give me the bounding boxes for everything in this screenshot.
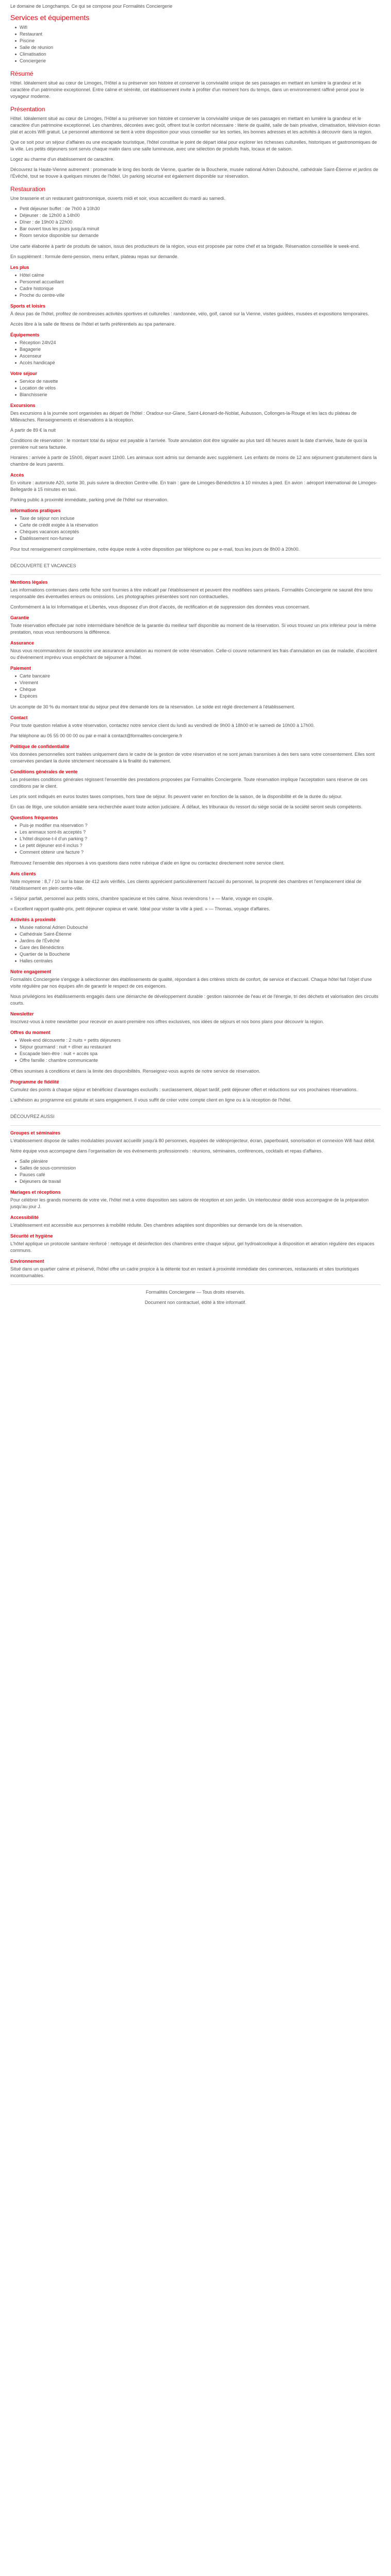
paragraph: Cumulez des points à chaque séjour et bénéficiez d'avantages exclusifs : surclassement, départ tardif, petit déjeuner offert et réductions sur vos prochaines réservations. <box>10 1087 358 1092</box>
paragraph: Logez au charme d'un établissement de caractère. <box>10 157 115 162</box>
offres-list <box>10 1037 381 1064</box>
paragraph: Une carte élaborée à partir de produits de saison, issus des producteurs de la région, vous est proposée par notre chef et sa brigade. Réservation conseillée le week-end. <box>10 244 360 249</box>
politique-heading: Politique de confidentialité <box>10 744 70 749</box>
list-item: Établissement non-fumeur <box>20 535 381 542</box>
divider <box>10 1284 381 1285</box>
paragraph: Inscrivez-vous à notre newsletter pour recevoir en avant-première nos offres exclusives, nos idées de séjours et nos bons plans pour découvrir la région. <box>10 1019 324 1024</box>
paragraph: Pour toute question relative à votre réservation, contactez notre service client du lundi au vendredi de 9h00 à 18h00 et le samedi de 10h00 à 17h00. <box>10 723 315 728</box>
groupes-heading: Groupes et séminaires <box>10 1130 61 1136</box>
services-heading: Services et équipements <box>10 13 90 22</box>
activites-list <box>10 924 381 964</box>
list-item: Cathédrale Saint-Étienne <box>20 931 381 938</box>
paragraph: L'établissement dispose de salles modulables pouvant accueillir jusqu'à 80 personnes, équipées de vidéoprojecteur, écran, paperboard, sonorisation et connexion Wifi haut débit. <box>10 1138 376 1143</box>
assurance-heading: Assurance <box>10 640 35 646</box>
paragraph: Une brasserie et un restaurant gastronomique, ouverts midi et soir, vous accueillent du mardi au samedi. <box>10 196 225 201</box>
paragraph: Pour célébrer les grands moments de votre vie, l'hôtel met à votre disposition ses salons de réception et son jardin. Un interlocuteur dédié vous accompagne de la préparation jusqu'au jour J. <box>10 1197 369 1209</box>
list-item: Déjeuner : de 12h00 à 14h00 <box>20 212 381 219</box>
list-item: Restaurant <box>20 31 381 38</box>
faq-list <box>10 822 381 856</box>
avis-heading: Avis clients <box>10 871 36 876</box>
paragraph: Hôtel. Idéalement situé au cœur de Limoges, l'Hôtel a su préserver son histoire et conserver la convivialité unique de ses passages en mettant en lumière la grandeur et le caractère d'un patrimoine exceptionnel. Les chambres, décorées avec goût, offrent tout le confort nécessaire : literie de qualité, salle de bain privative, climatisation, télévision écran plat et accès Wifi gratuit. Le personnel attentionné se tient à votre disposition pour vous conseiller sur les sorties, les bonnes adresses et les activités à découvrir dans la région. <box>10 116 380 134</box>
presentation-heading: Présentation <box>10 106 45 113</box>
paragraph: Les informations contenues dans cette fiche sont fournies à titre indicatif par l'établissement et peuvent être modifiées sans préavis. Formalités Conciergerie ne saurait être tenu responsable des éventuelles erreurs ou omissions. Les photographies présentées sont non contractuelles. <box>10 587 373 599</box>
paragraph: L'hôtel applique un protocole sanitaire renforcé : nettoyage et désinfection des chambres entre chaque séjour, gel hydroalcoolique à disposition et aération régulière des espaces communs. <box>10 1241 374 1253</box>
paragraph: À deux pas de l'hôtel, profitez de nombreuses activités sportives et culturelles : randonnée, vélo, golf, canoë sur la Vienne, visites guidées, musées et expositions temporaires. <box>10 311 369 316</box>
footer-text: Formalités Conciergerie — Tous droits réservés. <box>145 1290 246 1295</box>
paragraph: Découvrez la Haute-Vienne autrement : promenade le long des bords de Vienne, quartier de la Boucherie, musée national Adrien Dubouché, cathédrale Saint-Étienne et jardins de l'Évêché, tout se trouve à quelques minutes de l'hôtel. Un parking sécurisé est également disponible sur réservation. <box>10 167 379 179</box>
paragraph: Note moyenne : 8,7 / 10 sur la base de 412 avis vérifiés. Les clients apprécient particulièrement l'accueil du personnel, la propreté des chambres et l'emplacement idéal de l'établissement en plein centre-ville. <box>10 879 362 891</box>
list-item: Espèces <box>20 693 381 700</box>
list-item: Room service disponible sur demande <box>20 232 381 239</box>
list-item: Le petit déjeuner est-il inclus ? <box>20 842 381 849</box>
intro-text: Le domaine de Longchamps. Ce qui se compose pour Formalités Conciergerie <box>10 4 173 9</box>
list-item: Quartier de la Boucherie <box>20 951 381 958</box>
activites-heading: Activités à proximité <box>10 917 56 922</box>
services-list <box>10 24 381 64</box>
environnement-heading: Environnement <box>10 1259 44 1264</box>
list-item: Carte de crédit exigée à la réservation <box>20 522 381 529</box>
price-text: À partir de 89 € la nuit <box>10 428 56 433</box>
list-item: L'hôtel dispose-t-il d'un parking ? <box>20 836 381 842</box>
list-item: Carte bancaire <box>20 673 381 680</box>
list-item: Piscine <box>20 38 381 44</box>
paragraph: Nous privilégions les établissements engagés dans une démarche de développement durable : gestion raisonnée de l'eau et de l'énergie, tri des déchets et valorisation des circuits courts. <box>10 994 379 1006</box>
list-item: Conciergerie <box>20 58 381 64</box>
sejour-list <box>10 378 381 398</box>
list-item: Service de navette <box>20 378 381 385</box>
list-item: Déjeuners de travail <box>20 1178 381 1185</box>
accessibilite-heading: Accessibilité <box>10 1215 39 1220</box>
list-item: Accès handicapé <box>20 360 381 366</box>
contact-heading: Contact <box>10 715 28 720</box>
paragraph: Retrouvez l'ensemble des réponses à vos questions dans notre rubrique d'aide en ligne ou contactez directement notre service client. <box>10 860 285 866</box>
paragraph: Horaires : arrivée à partir de 15h00, départ avant 11h00. Les animaux sont admis sur demande avec supplément. Les enfants de moins de 12 ans séjournent gratuitement dans la chambre de leurs parents. <box>10 455 377 467</box>
list-item: Proche du centre-ville <box>20 292 381 299</box>
garantie-heading: Garantie <box>10 615 29 620</box>
list-item: Séjour gourmand : nuit + dîner au restaurant <box>20 1044 381 1050</box>
paragraph: En voiture : autoroute A20, sortie 30, puis suivre la direction Centre-ville. En train : gare de Limoges-Bénédictins à 10 minutes à pied. En avion : aéroport international de Limoges-Bellegarde à 15 minutes en taxi. <box>10 480 378 492</box>
restauration-heading: Restauration <box>10 185 46 193</box>
list-item: Ascenseur <box>20 353 381 360</box>
paragraph: Formalités Conciergerie s'engage à sélectionner des établissements de qualité, répondant à des critères stricts de confort, de service et d'accueil. Chaque hôtel fait l'objet d'une visite régulière par nos équipes afin de garantir le respect de ces exigences. <box>10 977 372 989</box>
paragraph: Que ce soit pour un séjour d'affaires ou une escapade touristique, l'hôtel constitue le point de départ idéal pour explorer les richesses culturelles, historiques et gastronomiques de la ville. Les petits déjeuners sont servis chaque matin dans une salle lumineuse, avec une sélection de produits frais, locaux et de saison. <box>10 140 377 151</box>
paragraph: Nous vous recommandons de souscrire une assurance annulation au moment de votre réservation. Celle-ci couvre notamment les frais d'annulation en cas de maladie, d'accident ou d'événement imprévu vous empêchant de séjourner à l'hôtel. <box>10 648 377 660</box>
paragraph: Situé dans un quartier calme et préservé, l'hôtel offre un cadre propice à la détente tout en restant à proximité immédiate des commerces, restaurants et sites touristiques incontournables. <box>10 1266 359 1278</box>
faq-heading: Questions fréquentes <box>10 815 58 820</box>
paragraph: En cas de litige, une solution amiable sera recherchée avant toute action judiciaire. À défaut, les tribunaux du ressort du siège social de la société seront seuls compétents. <box>10 804 363 809</box>
legal-heading: Mentions légales <box>10 580 48 585</box>
list-item: Escapade bien-être : nuit + accès spa <box>20 1050 381 1057</box>
section-separator: DÉCOUVERTE ET VACANCES <box>10 563 76 568</box>
paragraph: Vos données personnelles sont traitées uniquement dans le cadre de la gestion de votre réservation et ne sont jamais transmises à des tiers sans votre consentement. Elles sont conservées pendant la durée strictement nécessaire à la finalité du traitement. <box>10 752 375 764</box>
list-item: Bar ouvert tous les jours jusqu'à minuit <box>20 226 381 232</box>
list-item: Climatisation <box>20 51 381 58</box>
section-separator: DÉCOUVREZ AUSSI <box>10 1114 55 1119</box>
list-item: Bagagerie <box>20 346 381 353</box>
newsletter-heading: Newsletter <box>10 1011 34 1016</box>
list-item: Week-end découverte : 2 nuits + petits déjeuners <box>20 1037 381 1044</box>
paragraph: Un acompte de 30 % du montant total du séjour peut être demandé lors de la réservation. Le solde est réglé directement à l'établissement. <box>10 704 296 709</box>
resume-heading: Résumé <box>10 70 34 77</box>
paragraph: Des excursions à la journée sont organisées au départ de l'hôtel : Oradour-sur-Glane, Saint-Léonard-de-Noblat, Aubusson, Collonges-la-Rouge et les lacs du plateau de Millevaches. Renseignements et réservations à la réception. <box>10 411 357 422</box>
sejour-heading: Votre séjour <box>10 371 37 376</box>
paragraph: Conditions de réservation : le montant total du séjour est payable à l'arrivée. Toute annulation doit être signalée au plus tard 48 heures avant la date d'arrivée, faute de quoi la première nuit sera facturée. <box>10 438 367 450</box>
paiement-list <box>10 673 381 700</box>
paragraph: Parking public à proximité immédiate, parking privé de l'hôtel sur réservation. <box>10 497 169 502</box>
fidelite-heading: Programme de fidélité <box>10 1079 59 1084</box>
paragraph: Par téléphone au 05 55 00 00 00 ou par e-mail à contact@formalites-conciergerie.fr <box>10 733 183 738</box>
paragraph: Offres soumises à conditions et dans la limite des disponibilités. Renseignez-vous auprès de notre service de réservation. <box>10 1069 260 1074</box>
paragraph: Hôtel. Idéalement situé au cœur de Limoges, l'Hôtel a su préserver son histoire et conserver la convivialité unique de ses passages en mettant en lumière la grandeur et le caractère d'un patrimoine exceptionnel. Entre calme et sérénité, cet établissement invite à profiter d'un moment hors du temps, dans un environnement raffiné pensé pour le voyageur moderne. <box>10 80 364 99</box>
list-item: Salle plénière <box>20 1158 381 1165</box>
restauration-list <box>10 206 381 239</box>
paragraph: « Excellent rapport qualité-prix, petit déjeuner copieux et varié. Idéal pour visiter la ville à pied. » — Thomas, voyage d'affaires. <box>10 906 270 911</box>
list-item: Hôtel calme <box>20 272 381 279</box>
acces-heading: Accès <box>10 472 24 478</box>
paragraph: Les prix sont indiqués en euros toutes taxes comprises, hors taxe de séjour. Ils peuvent varier en fonction de la saison, de la disponibilité et de la durée du séjour. <box>10 794 343 799</box>
paragraph: « Séjour parfait, personnel aux petits soins, chambre spacieuse et très calme. Nous reviendrons ! » — Marie, voyage en couple. <box>10 896 273 901</box>
list-item: Virement <box>20 680 381 686</box>
list-item: Halles centrales <box>20 958 381 964</box>
list-item: Wifi <box>20 24 381 31</box>
paragraph: Accès libre à la salle de fitness de l'hôtel et tarifs préférentiels au spa partenaire. <box>10 321 176 327</box>
list-item: Salles de sous-commission <box>20 1165 381 1172</box>
list-item: Gare des Bénédictins <box>20 944 381 951</box>
list-item: Puis-je modifier ma réservation ? <box>20 822 381 829</box>
list-item: Comment obtenir une facture ? <box>20 849 381 856</box>
list-item: Cadre historique <box>20 285 381 292</box>
list-item: Location de vélos <box>20 385 381 392</box>
list-item: Chèques vacances acceptés <box>20 529 381 535</box>
list-item: Blanchisserie <box>20 392 381 398</box>
list-item: Salle de réunion <box>20 44 381 51</box>
list-item: Réception 24h/24 <box>20 340 381 346</box>
lesplus-list <box>10 272 381 299</box>
list-item: Dîner : de 19h00 à 22h00 <box>20 219 381 226</box>
engagement-heading: Notre engagement <box>10 969 52 974</box>
paiement-heading: Paiement <box>10 666 31 671</box>
lesplus-heading: Les plus <box>10 265 29 270</box>
cgv-heading: Conditions générales de vente <box>10 769 78 774</box>
paragraph: Pour tout renseignement complémentaire, notre équipe reste à votre disposition par téléphone ou par e-mail, tous les jours de 8h00 à 20h00. <box>10 547 300 552</box>
paragraph: L'établissement est accessible aux personnes à mobilité réduite. Des chambres adaptées sont disponibles sur demande lors de la réservation. <box>10 1223 303 1228</box>
equipements-heading: Équipements <box>10 332 40 337</box>
paragraph: Les présentes conditions générales régissent l'ensemble des prestations proposées par Formalités Conciergerie. Toute réservation implique l'acceptation sans réserve de ces conditions par le client. <box>10 777 368 789</box>
offres-heading: Offres du moment <box>10 1030 51 1035</box>
securite-heading: Sécurité et hygiène <box>10 1233 53 1239</box>
infos-heading: Informations pratiques <box>10 508 61 513</box>
paragraph: En supplément : formule demi-pension, menu enfant, plateau repas sur demande. <box>10 254 179 259</box>
paragraph: Conformément à la loi Informatique et Libertés, vous disposez d'un droit d'accès, de rectification et de suppression des données vous concernant. <box>10 604 310 609</box>
paragraph: Notre équipe vous accompagne dans l'organisation de vos événements professionnels : réunions, séminaires, conférences, cocktails et repas d'affaires. <box>10 1148 323 1154</box>
excursions-heading: Excursions <box>10 403 36 408</box>
list-item: Taxe de séjour non incluse <box>20 515 381 522</box>
sports-heading: Sports et loisirs <box>10 303 46 309</box>
groupes-list <box>10 1158 381 1185</box>
list-item: Pauses café <box>20 1172 381 1178</box>
mariages-heading: Mariages et réceptions <box>10 1190 61 1195</box>
list-item: Musée national Adrien Dubouché <box>20 924 381 931</box>
list-item: Les animaux sont-ils acceptés ? <box>20 829 381 836</box>
list-item: Personnel accueillant <box>20 279 381 285</box>
paragraph: L'adhésion au programme est gratuite et sans engagement. Il vous suffit de créer votre compte client en ligne ou à la réception de l'hôtel. <box>10 1097 292 1103</box>
divider <box>10 574 381 575</box>
infos-list <box>10 515 381 542</box>
equipements-list <box>10 340 381 366</box>
list-item: Petit déjeuner buffet : de 7h00 à 10h30 <box>20 206 381 212</box>
list-item: Offre famille : chambre communicante <box>20 1057 381 1064</box>
list-item: Jardins de l'Évêché <box>20 938 381 944</box>
list-item: Chèque <box>20 686 381 693</box>
footer-text: Document non contractuel, édité à titre informatif. <box>144 1300 247 1305</box>
paragraph: Toute réservation effectuée par notre intermédiaire bénéficie de la garantie du meilleur tarif disponible au moment de la réservation. Si vous trouvez un prix inférieur pour la même prestation, nous vous remboursons la différence. <box>10 623 377 635</box>
divider <box>10 1125 381 1126</box>
